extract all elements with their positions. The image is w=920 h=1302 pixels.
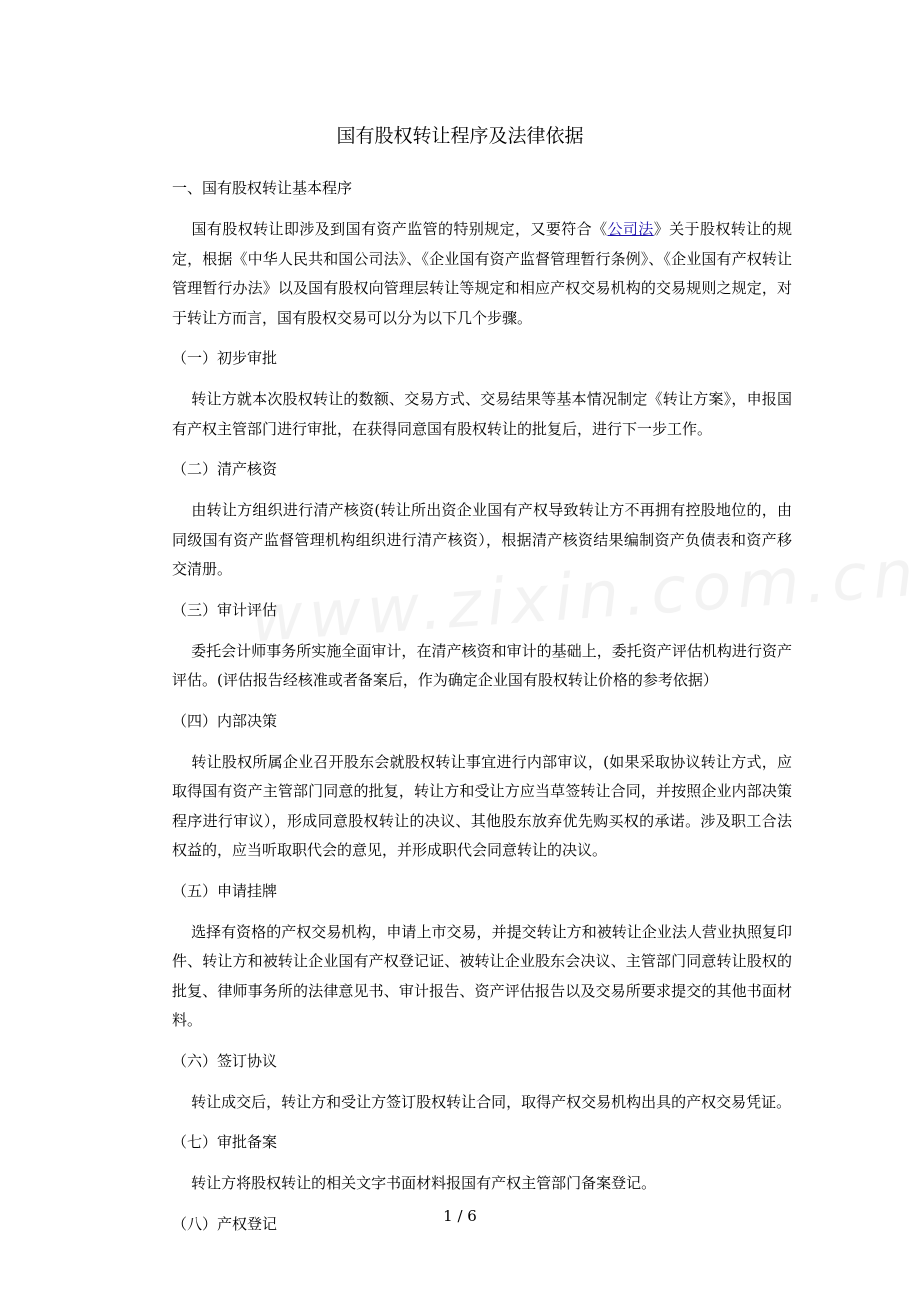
step-text-7-content: 转让方将股权转让的相关文字书面材料报国有产权主管部门备案登记。 <box>191 1174 657 1192</box>
step-text-2-content: 由转让方组织进行清产核资(转让所出资企业国有产权导致转让方不再拥有控股地位的，由同级国有资产监督管理机构组织进行清产核资），根据清产核资结果编制资产负债表和资产移交清册。 <box>172 501 792 578</box>
step-text-1 <box>172 385 792 444</box>
intro-paragraph <box>172 215 792 333</box>
step-text-4-content: 转让股权所属企业召开股东会就股权转让事宜进行内部审议，(如果采取协议转让方式，应取得国有资产主管部门同意的批复，转让方和受让方应当草签转让合同，并按照企业内部决策程序进行审议），形成同意股权转让的决议、其他股东放弃优先购买权的承诺。涉及职工合法权益的，应当听取职代会的意见，并形成职代会同意转让的决议。 <box>172 752 792 859</box>
step-heading-3: （三）审计评估 <box>172 600 278 619</box>
step-heading-7: （七）审批备案 <box>172 1133 278 1151</box>
step-text-6 <box>172 1088 792 1118</box>
document-title: 国有股权转让程序及法律依据 <box>336 125 584 147</box>
step-heading-8: （八）产权登记 <box>172 1214 278 1233</box>
step-text-1-content: 转让方就本次股权转让的数额、交易方式、交易结果等基本情况制定《转让方案》，申报国有产权主管部门进行审批，在获得同意国有股权转让的批复后，进行下一步工作。 <box>172 390 792 438</box>
step-text-4 <box>172 748 792 866</box>
page-number: 1 / 6 <box>443 1207 477 1225</box>
step-text-3 <box>172 637 792 696</box>
step-text-2 <box>172 496 792 585</box>
step-text-7 <box>172 1169 792 1199</box>
company-law-link[interactable]: 公司法 <box>607 220 654 238</box>
step-text-3-content: 委托会计师事务所实施全面审计，在清产核资和审计的基础上，委托资产评估机构进行资产评估。(评估报告经核准或者备案后，作为确定企业国有股权转让价格的参考依据） <box>172 641 792 689</box>
section-heading: 一、国有股权转让基本程序 <box>172 179 353 197</box>
step-heading-4: （四）内部决策 <box>172 711 278 730</box>
intro-text-after-link: 》关于股权转让的规定，根据《中华人民共和国公司法》、《企业国有资产监督管理暂行条例》、《企业国有产权转让管理暂行办法》以及国有股权向管理层转让等规定和相应产权交易机构的交易规则之规定，对于转让方而言，国有股权交易可以分为以下几个步骤。 <box>172 220 792 327</box>
step-heading-1: （一）初步审批 <box>172 349 278 367</box>
document-body <box>172 175 792 1251</box>
step-text-5 <box>172 918 792 1036</box>
step-heading-2: （二）清产核资 <box>172 460 278 478</box>
step-heading-5: （五）申请挂牌 <box>172 881 278 900</box>
step-text-6-content: 转让成交后，转让方和受让方签订股权转让合同，取得产权交易机构出具的产权交易凭证。 <box>191 1092 792 1111</box>
step-text-5-content: 选择有资格的产权交易机构，申请上市交易，并提交转让方和被转让企业法人营业执照复印件、转让方和被转让企业国有产权登记证、被转让企业股东会决议、主管部门同意转让股权的批复、律师事务所的法律意见书、审计报告、资产评估报告以及交易所要求提交的其他书面材料。 <box>172 922 792 1029</box>
intro-text-before-link: 国有股权转让即涉及到国有资产监管的特别规定，又要符合《 <box>191 220 608 238</box>
step-heading-6: （六）签订协议 <box>172 1051 278 1070</box>
